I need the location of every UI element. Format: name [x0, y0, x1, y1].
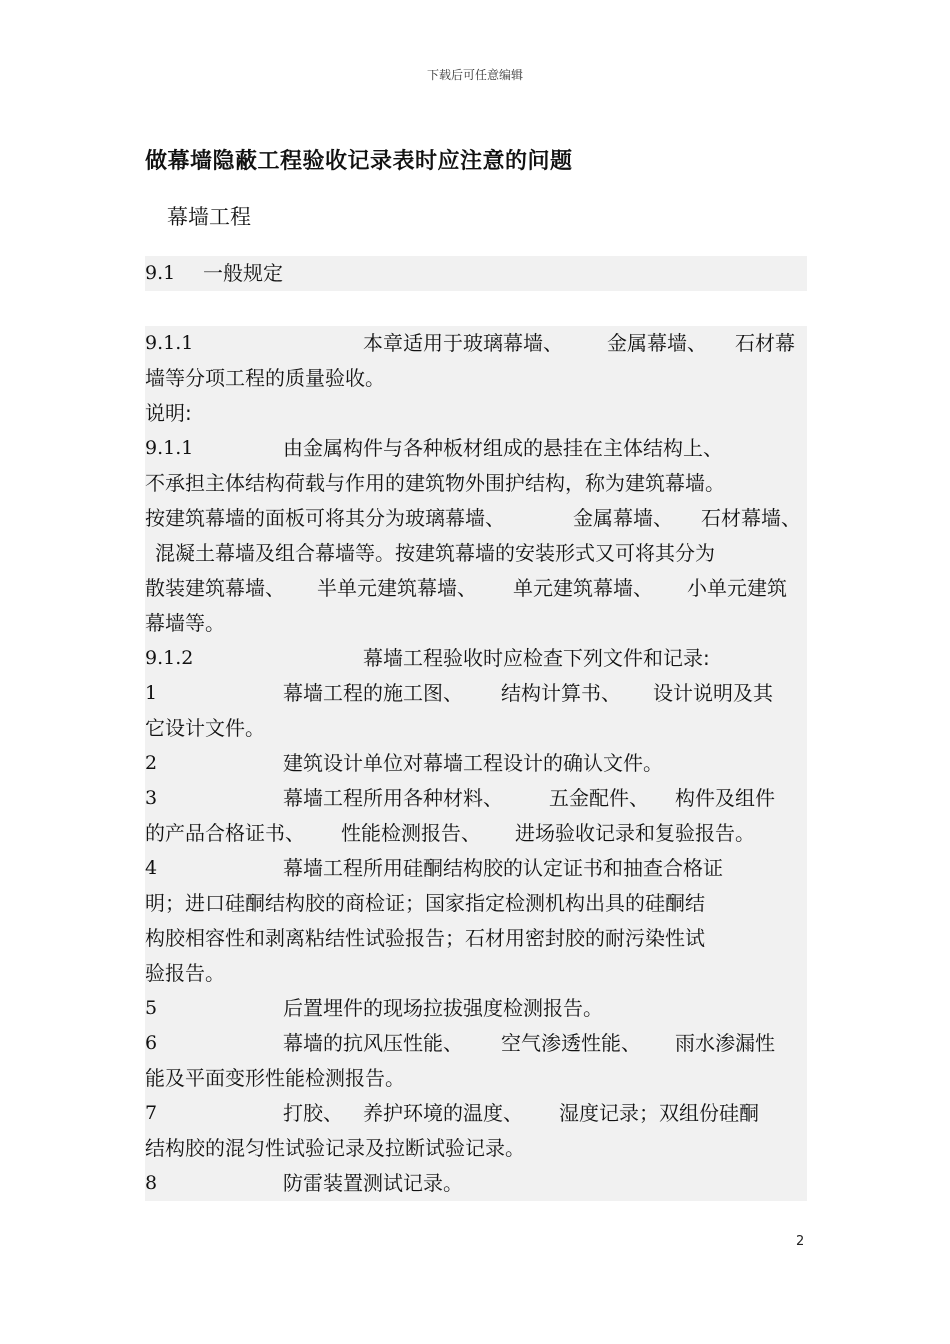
list-item-text: 明；进口硅酮结构胶的商检证；国家指定检测机构出具的硅酮结 — [145, 891, 705, 915]
page-header: 下载后可任意编辑 — [426, 68, 523, 82]
clause-line — [145, 326, 807, 361]
list-item-number: 4 — [145, 857, 158, 879]
list-item-text: 建筑设计单位对幕墙工程设计的确认文件。 — [283, 751, 663, 775]
list-item-text: 湿度记录；双组份硅酮 — [559, 1101, 759, 1125]
clause-line — [145, 361, 807, 396]
clause-line — [145, 641, 807, 676]
section-subtitle: 幕墙工程 — [167, 205, 251, 229]
list-item — [145, 1026, 807, 1061]
list-item-continuation — [145, 816, 807, 851]
note-text: 小单元建筑 — [687, 576, 787, 600]
list-item-number: 1 — [145, 682, 158, 704]
note-number: 9.1.1 — [145, 437, 194, 459]
note-text: 按建筑幕墙的面板可将其分为玻璃幕墙、 — [145, 506, 505, 530]
explanation-label — [145, 396, 807, 431]
list-item-text: 能及平面变形性能检测报告。 — [145, 1066, 405, 1090]
list-item-text: 性能检测报告、 — [341, 821, 481, 845]
note-text: 散装建筑幕墙、 — [145, 576, 285, 600]
list-item-number: 8 — [145, 1172, 158, 1194]
list-item — [145, 851, 807, 886]
note-line — [145, 501, 807, 536]
list-item-text: 它设计文件。 — [145, 716, 265, 740]
list-item-text: 幕墙工程的施工图、 — [283, 681, 463, 705]
section-number: 9.1 — [145, 262, 176, 284]
list-item-number: 7 — [145, 1102, 158, 1124]
list-item-text: 幕墙工程所用硅酮结构胶的认定证书和抽查合格证 — [283, 856, 723, 880]
document-title: 做幕墙隐蔽工程验收记录表时应注意的问题 — [145, 149, 573, 174]
list-item-number: 5 — [145, 997, 158, 1019]
note-line — [145, 536, 807, 571]
list-item-text: 打胶、 — [283, 1101, 343, 1125]
explanation-text: 说明: — [145, 401, 192, 425]
note-line — [145, 571, 807, 606]
list-item-number: 2 — [145, 752, 158, 774]
list-item-text: 幕墙工程所用各种材料、 — [283, 786, 503, 810]
list-item — [145, 1096, 807, 1131]
note-line — [145, 431, 807, 466]
list-item-continuation — [145, 886, 807, 921]
clause-text: 幕墙工程验收时应检查下列文件和记录: — [363, 646, 710, 670]
list-item-text: 防雷装置测试记录。 — [283, 1171, 463, 1195]
note-text: 不承担主体结构荷载与作用的建筑物外围护结构，称为建筑幕墙。 — [145, 471, 725, 495]
note-line — [145, 606, 807, 641]
list-item — [145, 991, 807, 1026]
section-heading — [145, 256, 807, 291]
list-item-continuation — [145, 956, 807, 991]
list-item-text: 雨水渗漏性 — [675, 1031, 775, 1055]
clause-number: 9.1.2 — [145, 647, 194, 669]
list-item-text: 结构胶的混匀性试验记录及拉断试验记录。 — [145, 1136, 525, 1160]
clause-number: 9.1.1 — [145, 332, 194, 354]
list-item-number: 3 — [145, 787, 158, 809]
list-item — [145, 676, 807, 711]
note-text: 单元建筑幕墙、 — [513, 576, 653, 600]
list-item-continuation — [145, 1131, 807, 1166]
note-text: 混凝土幕墙及组合幕墙等。按建筑幕墙的安装形式又可将其分为 — [155, 541, 715, 565]
list-item-text: 五金配件、 — [549, 786, 649, 810]
document-body — [145, 256, 807, 1201]
list-item — [145, 1166, 807, 1201]
note-text: 由金属构件与各种板材组成的悬挂在主体结构上、 — [283, 436, 723, 460]
list-item-text: 空气渗透性能、 — [501, 1031, 641, 1055]
list-item-text: 后置埋件的现场拉拔强度检测报告。 — [283, 996, 603, 1020]
clause-text: 金属幕墙、 — [607, 331, 707, 355]
list-item — [145, 746, 807, 781]
note-line — [145, 466, 807, 501]
list-item-text: 幕墙的抗风压性能、 — [283, 1031, 463, 1055]
list-item-text: 设计说明及其 — [653, 681, 773, 705]
list-item-text: 进场验收记录和复验报告。 — [515, 821, 755, 845]
clause-text: 石材幕 — [735, 331, 795, 355]
section-heading-text: 一般规定 — [203, 261, 283, 285]
clause-text: 墙等分项工程的质量验收。 — [145, 366, 385, 390]
clause-text: 本章适用于玻璃幕墙、 — [363, 331, 563, 355]
list-item-continuation — [145, 711, 807, 746]
list-item — [145, 781, 807, 816]
list-item-text: 构胶相容性和剥离粘结性试验报告；石材用密封胶的耐污染性试 — [145, 926, 705, 950]
list-item-text: 的产品合格证书、 — [145, 821, 305, 845]
list-item-text: 结构计算书、 — [501, 681, 621, 705]
list-item-text: 养护环境的温度、 — [363, 1101, 523, 1125]
page-number: 2 — [796, 1234, 805, 1249]
note-text: 石材幕墙、 — [701, 506, 801, 530]
list-item-number: 6 — [145, 1032, 158, 1054]
note-text: 金属幕墙、 — [573, 506, 673, 530]
list-item-continuation — [145, 921, 807, 956]
blank-line — [145, 291, 807, 326]
list-item-text: 验报告。 — [145, 961, 225, 985]
list-item-continuation — [145, 1061, 807, 1096]
note-text: 半单元建筑幕墙、 — [317, 576, 477, 600]
list-item-text: 构件及组件 — [675, 786, 775, 810]
note-text: 幕墙等。 — [145, 611, 225, 635]
